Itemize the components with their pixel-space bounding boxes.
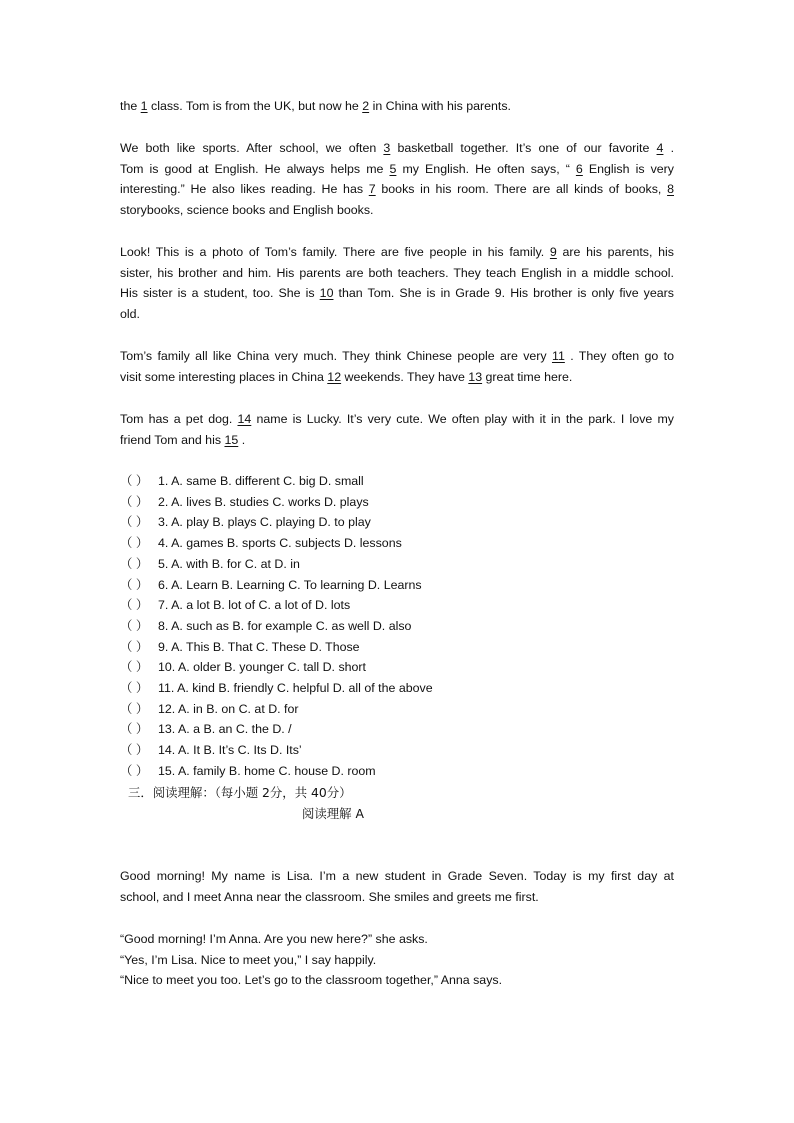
answer-paren: （ ） bbox=[120, 660, 149, 675]
text-line bbox=[120, 96, 674, 117]
blank-5: 5 bbox=[389, 161, 397, 176]
text-line: school, and I meet Anna near the classroom. She smiles and greets me first. bbox=[120, 889, 539, 904]
reading-a-dialogue bbox=[120, 929, 674, 991]
text-run: name is Lucky. It’s very cute. We often play with it in the park. I love my bbox=[251, 412, 674, 426]
option-item bbox=[120, 761, 433, 782]
text-run: class. Tom is from the UK, but now he bbox=[147, 99, 363, 113]
text-line bbox=[120, 138, 674, 159]
options-list bbox=[120, 471, 433, 782]
blank-9: 9 bbox=[549, 245, 557, 259]
text-line bbox=[120, 346, 674, 367]
text-run: . bbox=[663, 141, 675, 155]
text-run: . bbox=[238, 432, 246, 447]
text-line bbox=[120, 159, 674, 180]
blank-15: 15 bbox=[224, 432, 239, 447]
option-item bbox=[120, 471, 433, 492]
text-run: English is very bbox=[582, 161, 675, 176]
text-run: my English. He often says, “ bbox=[396, 161, 576, 176]
text-run: Tom is good at English. He always helps me bbox=[120, 161, 390, 176]
option-item bbox=[120, 637, 433, 658]
reading-a-intro bbox=[120, 866, 674, 907]
text-run: Look! This is a photo of Tom’s family. There are five people in his family. bbox=[120, 245, 550, 259]
text-line bbox=[120, 283, 674, 304]
dialogue-line: “Good morning! I’m Anna. Are you new here?” she asks. bbox=[120, 932, 428, 946]
option-text: 8. A. such as B. for example C. as well D. also bbox=[158, 618, 412, 633]
option-item bbox=[120, 657, 433, 678]
paragraph-1 bbox=[120, 96, 674, 117]
blank-14: 14 bbox=[237, 412, 252, 426]
section-heading: 三．阅读理解：（每小题 2分，共 40分） bbox=[128, 785, 352, 800]
text-run: basketball together. It’s one of our favorite bbox=[390, 141, 657, 155]
blank-2: 2 bbox=[362, 99, 370, 113]
text-run: great time here. bbox=[482, 369, 573, 384]
option-item bbox=[120, 533, 433, 554]
text-run: than Tom. She is in Grade 9. His brother is only five years bbox=[333, 286, 674, 301]
text-run: interesting.” He also likes reading. He has bbox=[120, 182, 369, 197]
blank-10: 10 bbox=[319, 286, 334, 301]
option-text: 11. A. kind B. friendly C. helpful D. all of the above bbox=[158, 681, 433, 696]
answer-paren: （ ） bbox=[120, 474, 149, 488]
option-item bbox=[120, 554, 433, 575]
text-line bbox=[120, 242, 674, 263]
option-text: 13. A. a B. an C. the D. / bbox=[158, 722, 292, 737]
answer-paren: （ ） bbox=[120, 681, 149, 696]
option-text: 3. A. play B. plays C. playing D. to play bbox=[158, 515, 371, 530]
blank-12: 12 bbox=[327, 369, 342, 384]
text-run: . They often go to bbox=[564, 349, 675, 363]
answer-paren: （ ） bbox=[120, 763, 149, 778]
option-item bbox=[120, 616, 433, 637]
blank-8: 8 bbox=[667, 182, 674, 197]
option-item bbox=[120, 719, 433, 740]
text-run: His sister is a student, too. She is bbox=[120, 286, 320, 301]
dialogue-line: “Nice to meet you too. Let’s go to the classroom together,” Anna says. bbox=[120, 973, 503, 988]
option-text: 1. A. same B. different C. big D. small bbox=[158, 474, 364, 488]
text-run: weekends. They have bbox=[341, 369, 469, 384]
text-line: storybooks, science books and English books. bbox=[120, 203, 374, 218]
paragraph-4 bbox=[120, 346, 674, 387]
answer-paren: （ ） bbox=[120, 618, 149, 633]
text-run: in China with his parents. bbox=[369, 99, 512, 113]
text-run: the bbox=[120, 99, 141, 113]
answer-paren: （ ） bbox=[120, 701, 149, 716]
text-line bbox=[120, 367, 674, 388]
answer-paren: （ ） bbox=[120, 494, 149, 509]
text-run: are his parents, his bbox=[556, 245, 674, 259]
text-line bbox=[120, 409, 674, 430]
option-item bbox=[120, 740, 433, 761]
option-text: 14. A. It B. It’s C. Its D. Its’ bbox=[158, 743, 302, 758]
text-run: We both like sports. After school, we often bbox=[120, 141, 384, 155]
paragraph-5 bbox=[120, 409, 674, 450]
answer-paren: （ ） bbox=[120, 598, 149, 613]
text-line: sister, his brother and him. His parents are both teachers. They teach English in a middle school. bbox=[120, 265, 674, 280]
blank-3: 3 bbox=[383, 141, 391, 155]
text-run: friend Tom and his bbox=[120, 432, 225, 447]
option-text: 6. A. Learn B. Learning C. To learning D. Learns bbox=[158, 577, 422, 592]
text-run: visit some interesting places in China bbox=[120, 369, 328, 384]
option-item bbox=[120, 678, 433, 699]
answer-paren: （ ） bbox=[120, 743, 149, 758]
blank-13: 13 bbox=[468, 369, 483, 384]
text-run: Tom has a pet dog. bbox=[120, 412, 238, 426]
blank-1: 1 bbox=[140, 99, 148, 113]
option-text: 10. A. older B. younger C. tall D. short bbox=[158, 660, 366, 675]
section-subheading: 阅读理解 A bbox=[302, 806, 364, 821]
text-line bbox=[120, 430, 674, 451]
text-run: books in his room. There are all kinds of books, bbox=[375, 182, 668, 197]
answer-paren: （ ） bbox=[120, 536, 149, 551]
option-item bbox=[120, 575, 433, 596]
option-text: 7. A. a lot B. lot of C. a lot of D. lots bbox=[158, 598, 351, 613]
option-text: 4. A. games B. sports C. subjects D. lessons bbox=[158, 536, 402, 551]
text-run: Tom’s family all like China very much. They think Chinese people are very bbox=[120, 349, 552, 363]
blank-4: 4 bbox=[656, 141, 664, 155]
text-line bbox=[120, 179, 674, 200]
option-item bbox=[120, 699, 433, 720]
answer-paren: （ ） bbox=[120, 577, 149, 592]
option-item bbox=[120, 512, 433, 533]
option-item bbox=[120, 492, 433, 513]
answer-paren: （ ） bbox=[120, 556, 149, 571]
option-text: 15. A. family B. home C. house D. room bbox=[158, 763, 376, 778]
text-line: Good morning! My name is Lisa. I’m a new student in Grade Seven. Today is my first day at bbox=[120, 869, 674, 883]
blank-11: 11 bbox=[551, 349, 565, 363]
answer-paren: （ ） bbox=[120, 722, 149, 737]
option-item bbox=[120, 595, 433, 616]
paragraph-3 bbox=[120, 242, 674, 325]
dialogue-line: “Yes, I’m Lisa. Nice to meet you,” I say happily. bbox=[120, 952, 377, 967]
option-text: 12. A. in B. on C. at D. for bbox=[158, 701, 299, 716]
text-line: old. bbox=[120, 307, 140, 322]
blank-6: 6 bbox=[575, 161, 583, 176]
option-text: 9. A. This B. That C. These D. Those bbox=[158, 639, 360, 654]
answer-paren: （ ） bbox=[120, 639, 149, 654]
answer-paren: （ ） bbox=[120, 515, 149, 530]
option-text: 2. A. lives B. studies C. works D. plays bbox=[158, 494, 369, 509]
paragraph-2 bbox=[120, 138, 674, 221]
option-text: 5. A. with B. for C. at D. in bbox=[158, 556, 300, 571]
blank-7: 7 bbox=[368, 182, 376, 197]
